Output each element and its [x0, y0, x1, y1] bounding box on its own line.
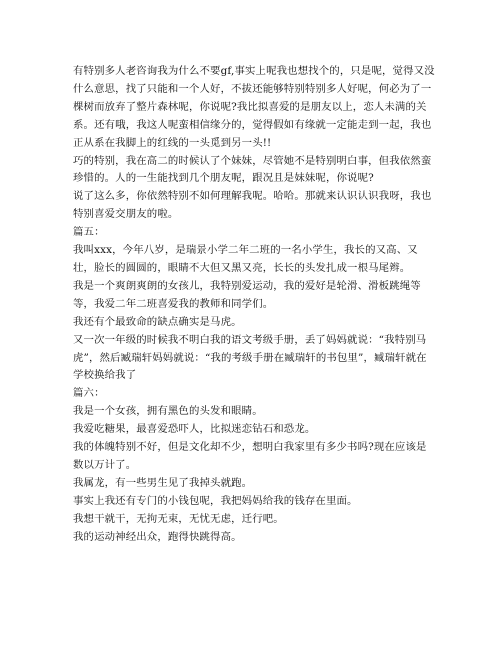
- paragraph-freedom: 我想干就干，无拘无束，无忧无虑，迁行吧。: [73, 512, 284, 525]
- paragraph-wallet: 事实上我还有专门的小钱包呢，我把妈妈给我的钱存在里面。: [73, 494, 358, 507]
- paragraph-self-intro: 我叫xxx，今年八岁，是瑞景小学二年二班的一名小学生，我长的又高、又壮，脸长的圆圆的，眼睛不大但又黑又亮，长长的头发扎成一根马尾辫。: [73, 244, 418, 274]
- paragraph-books: 我的体魄特别不好，但是文化却不少，想明白我家里有多少书吗?现在应该是数以万计了。: [73, 441, 427, 471]
- paragraph-sister: 巧的特别，我在高二的时候认了个妹妹，尽管她不是特别明白事，但我依然蛮珍惜的。人的一生能找到几个朋友呢，跟况且是妹妹呢，你说呢?: [73, 154, 432, 185]
- paragraph-story: 又一次一年级的时候我不明白我的语文考级手册，丢了妈妈就说：“我特别马虎”，然后臧瑞轩妈妈就说：“我的考级手册在臧瑞轩的书包里”，臧瑞轩就在学校换给我了: [73, 333, 427, 382]
- paragraph-sports: 我的运动神经出众，跑得快跳得高。: [73, 530, 242, 543]
- paragraph-likes: 我爱吃糖果，最喜爱恐吓人，比拟迷恋钻石和恐龙。: [73, 423, 316, 436]
- paragraph-flaw: 我还有个最致命的缺点确实是马虎。: [73, 315, 242, 328]
- section-heading-6: 篇六：: [73, 387, 105, 400]
- paragraph-dragon: 我属龙，有一些男生见了我掉头就跑。: [73, 476, 253, 489]
- document-body: [73, 63, 435, 546]
- paragraph-appearance: 我是一个女孩，拥有黑色的头发和眼睛。: [73, 405, 263, 418]
- paragraph-hobbies: 我是一个爽朗爽朗的女孩儿，我特别爱运动，我的爱好是轮滑、滑板跳绳等等，我爱二年二班喜爱我的教师和同学们。: [73, 279, 421, 310]
- section-heading-5: 篇五：: [73, 226, 105, 239]
- paragraph-closing: 说了这么多，你依然特别不如何理解我呢。哈哈。那就来认识认识我呀，我也特别喜爱交朋友的啦。: [73, 190, 432, 221]
- paragraph-intro: 有特别多人老咨询我为什么不要gf,事实上呢我也想找个的，只是呢，觉得又没什么意思，找了只能和一个人好，不拔还能够特别特别多人好呢，何必为了一棵树而放弃了整片森林呢，你说呢?我比拟喜爱的是朋友以上，恋人未满的关系。还有哦，我这人呢蛮相信缘分的，觉得假如有缘就一定能走到一起，我也正从系在我脚上的红线的一头觅到另一头!!: [73, 65, 435, 149]
